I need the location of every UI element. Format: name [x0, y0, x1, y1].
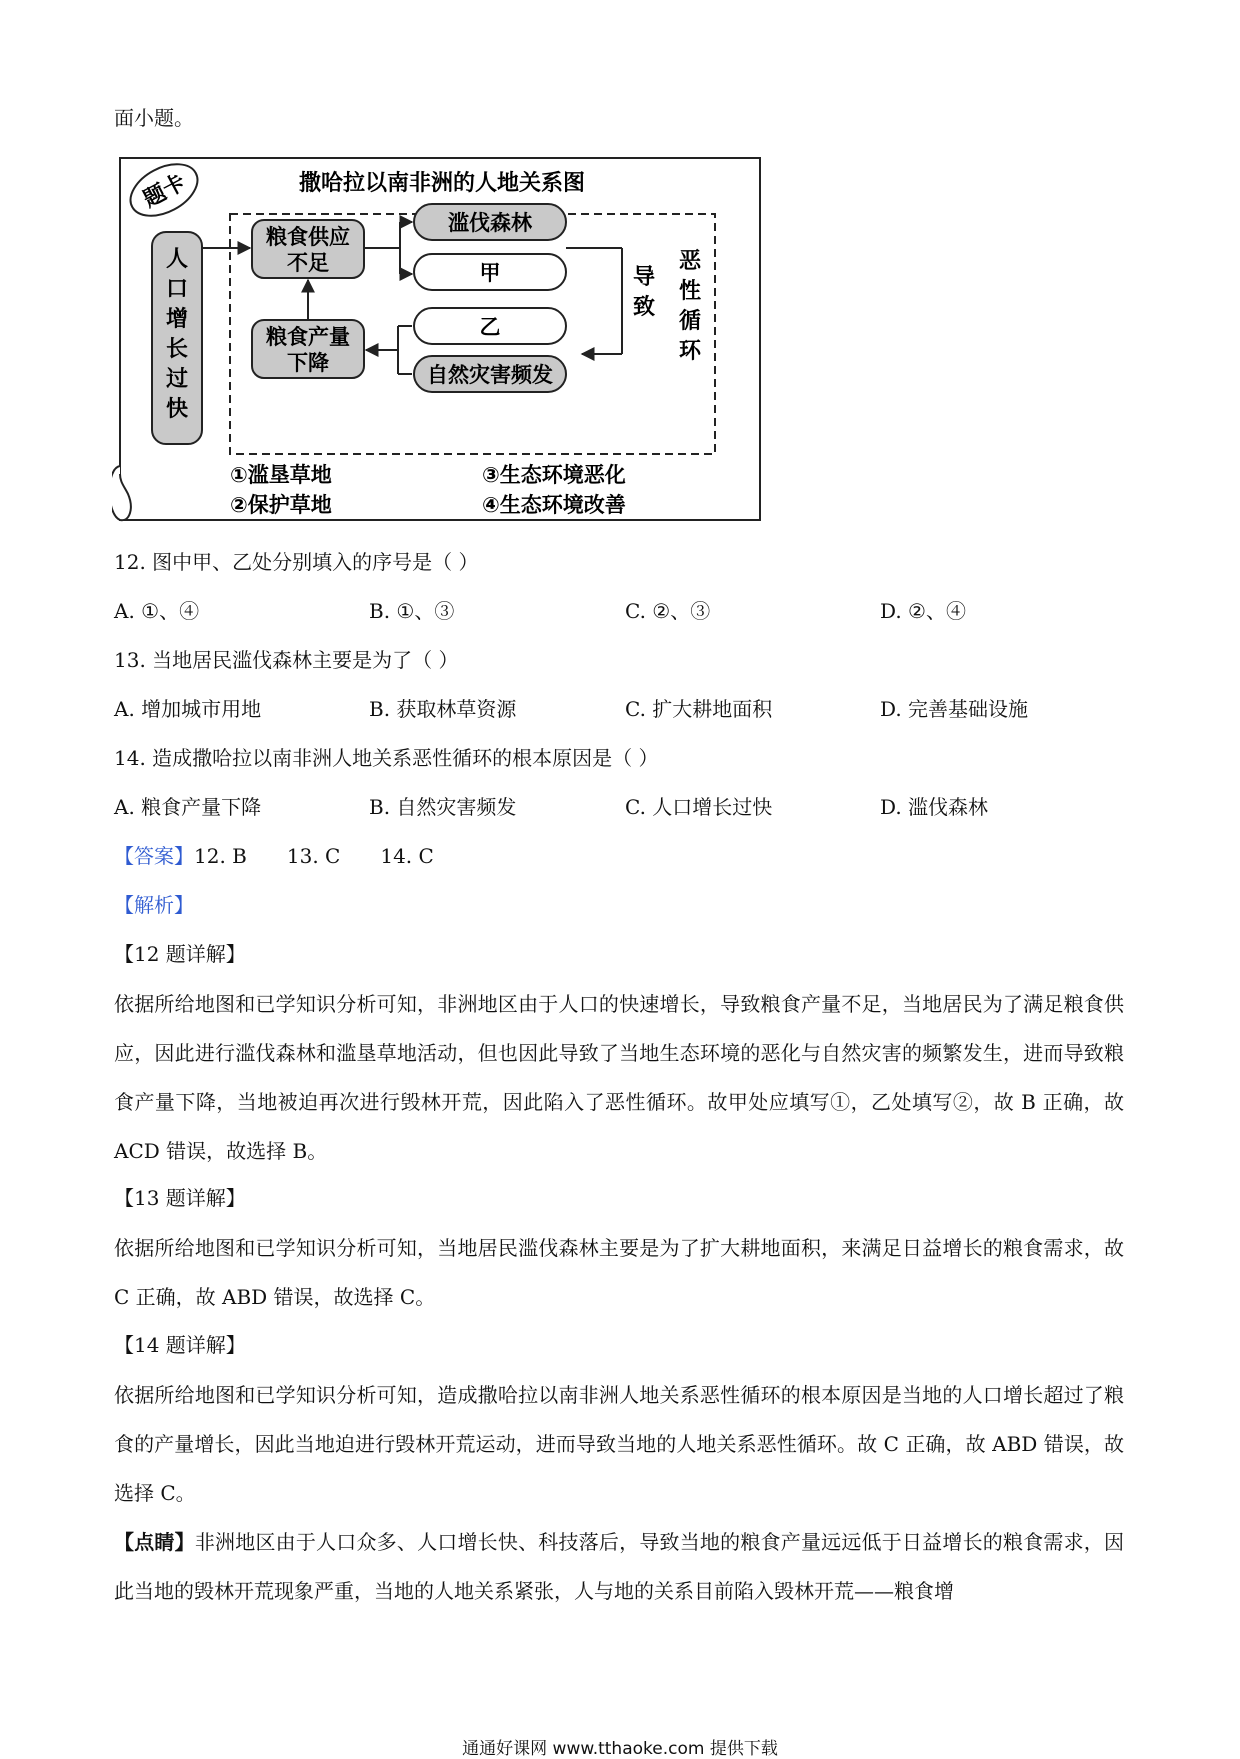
question-12-stem: 12. 图中甲、乙处分别填入的序号是（ ）: [114, 550, 479, 574]
detail-13-text: 依据所给地图和已学知识分析可知，当地居民滥伐森林主要是为了扩大耕地面积，来满足日益增长的粮食需求，故 C 正确，故 ABD 错误，故选择 C。: [114, 1236, 1124, 1309]
detail-12-text: 依据所给地图和已学知识分析可知，非洲地区由于人口的快速增长，导致粮食产量不足，当地居民为了满足粮食供应，因此进行滥伐森林和滥垦草地活动，但也因此导致了当地生态环境的恶化与自然灾害的频繁发生，进而导致粮食产量下降，当地被迫再次进行毁林开荒，因此陷入了恶性循环。故甲处应填写①，乙处填写②，故 B 正确，故 ACD 错误，故选择 B。: [114, 992, 1124, 1163]
legend-2: ②保护草地: [230, 493, 332, 517]
badge-text: 题卡: [139, 169, 191, 213]
q12-option-d: D. ②、④: [880, 599, 966, 623]
comment-label: 【点睛】: [114, 1530, 195, 1554]
svg-text:口: 口: [165, 277, 189, 302]
legend-4: ④生态环境改善: [482, 493, 626, 517]
disaster-text: 自然灾害频发: [427, 363, 553, 387]
svg-text:快: 快: [165, 397, 189, 422]
svg-text:人: 人: [165, 247, 189, 272]
food-supply-line2: 不足: [287, 251, 329, 275]
answer-label: 【答案】: [114, 844, 194, 868]
legend-3: ③生态环境恶化: [482, 463, 626, 487]
answer-14: 14. C: [380, 844, 434, 868]
footer-source: 通通好课网 www.tthaoke.com 提供下载: [462, 1739, 778, 1759]
question-14-stem: 14. 造成撒哈拉以南非洲人地关系恶性循环的根本原因是（ ）: [114, 746, 659, 770]
detail-14-heading: 【14 题详解】: [114, 1333, 246, 1357]
q13-option-c: C. 扩大耕地面积: [625, 697, 773, 721]
detail-12-heading: 【12 题详解】: [114, 942, 246, 966]
human-land-relation-diagram: [112, 156, 772, 528]
yi-text: 乙: [479, 315, 501, 339]
yield-drop-line2: 下降: [287, 351, 329, 375]
q13-option-a: A. 增加城市用地: [114, 697, 262, 721]
detail-13-heading: 【13 题详解】: [114, 1186, 246, 1210]
svg-text:导: 导: [632, 265, 656, 290]
q14-option-a: A. 粮食产量下降: [114, 795, 262, 819]
q13-option-b: B. 获取林草资源: [369, 697, 517, 721]
question-13-stem: 13. 当地居民滥伐森林主要是为了（ ）: [114, 648, 459, 672]
jia-text: 甲: [479, 261, 501, 285]
answer-line: [114, 842, 434, 870]
food-supply-line1: 粮食供应: [266, 225, 350, 249]
svg-text:长: 长: [165, 337, 189, 362]
q13-option-d: D. 完善基础设施: [880, 697, 1029, 721]
svg-text:增: 增: [165, 307, 189, 332]
q14-option-d: D. 滥伐森林: [880, 795, 989, 819]
svg-text:过: 过: [165, 367, 189, 392]
svg-text:循: 循: [678, 309, 702, 334]
q12-option-a: A. ①、④: [114, 599, 200, 623]
svg-text:恶: 恶: [678, 249, 702, 274]
comment-text: 非洲地区由于人口众多、人口增长快、科技落后，导致当地的粮食产量远远低于日益增长的粮食需求，因此当地的毁林开荒现象严重，当地的人地关系紧张，人与地的关系目前陷入毁林开荒——粮食增: [114, 1530, 1125, 1603]
intro-text: 面小题。: [114, 106, 194, 130]
q12-option-b: B. ①、③: [369, 599, 455, 623]
svg-text:环: 环: [678, 339, 702, 364]
detail-14-text: 依据所给地图和已学知识分析可知，造成撒哈拉以南非洲人地关系恶性循环的根本原因是当地的人口增长超过了粮食的产量增长，因此当地迫进行毁林开荒运动，进而导致当地的人地关系恶性循环。故 C 正确，故 ABD 错误，故选择 C。: [114, 1383, 1124, 1505]
analysis-label: 【解析】: [114, 893, 194, 917]
q14-option-b: B. 自然灾害频发: [369, 795, 517, 819]
diagram-title: 撒哈拉以南非洲的人地关系图: [298, 171, 586, 196]
q12-option-c: C. ②、③: [625, 599, 711, 623]
q14-option-c: C. 人口增长过快: [625, 795, 773, 819]
svg-text:致: 致: [632, 295, 656, 320]
answer-12: 12. B: [194, 844, 247, 868]
legend-1: ①滥垦草地: [230, 463, 332, 487]
answer-13: 13. C: [286, 844, 341, 868]
deforest-text: 滥伐森林: [448, 211, 532, 235]
yield-drop-line1: 粮食产量: [266, 325, 350, 349]
comment-paragraph: [114, 1518, 1124, 1616]
svg-text:性: 性: [678, 279, 702, 304]
